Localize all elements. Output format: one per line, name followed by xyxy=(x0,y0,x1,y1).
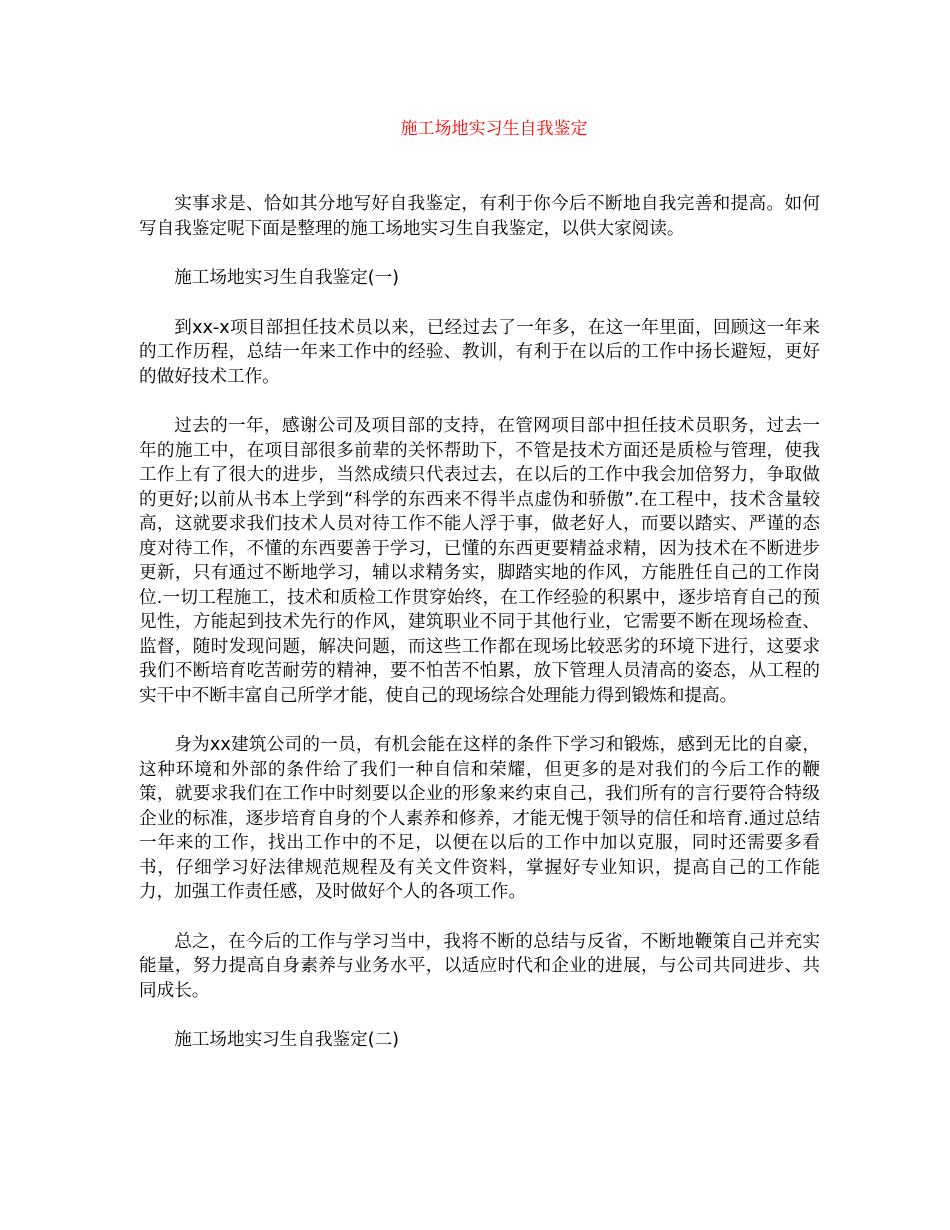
body-paragraph: 身为xx建筑公司的一员，有机会能在这样的条件下学习和锻炼，感到无比的自豪，这种环境和外部的条件给了我们一种自信和荣耀，但更多的是对我们的今后工作的鞭策，就要求我们在工作中时刻要以企业的形象来约束自己，我们所有的言行要符合特级企业的标准，逐步培育自身的个人素养和修养，才能无愧于领导的信任和培育.通过总结一年来的工作，找出工作中的不足，以便在以后的工作中加以克服，同时还需要多看书，仔细学习好法律规范规程及有关文件资料，掌握好专业知识，提高自己的工作能力，加强工作责任感，及时做好个人的各项工作。 xyxy=(139,735,820,902)
intro-paragraph: 实事求是、恰如其分地写好自我鉴定，有利于你今后不断地自我完善和提高。如何写自我鉴定呢下面是整理的施工场地实习生自我鉴定，以供大家阅读。 xyxy=(139,194,820,239)
section-heading-two: 施工场地实习生自我鉴定(二) xyxy=(174,1030,400,1050)
body-paragraph: 到xx-x项目部担任技术员以来，已经过去了一年多，在这一年里面，回顾这一年来的工作历程，总结一年来工作中的经验、教训，有利于在以后的工作中扬长避短，更好的做好技术工作。 xyxy=(139,317,820,387)
document-body xyxy=(139,192,820,1078)
body-paragraph: 过去的一年，感谢公司及项目部的支持，在管网项目部中担任技术员职务，过去一年的施工中，在项目部很多前辈的关怀帮助下，不管是技术方面还是质检与管理，使我工作上有了很大的进步，当然成绩只代表过去，在以后的工作中我会加倍努力，争取做的更好;以前从书本上学到“科学的东西来不得半点虚伪和骄傲”.在工程中，技术含量较高，这就要求我们技术人员对待工作不能人浮于事，做老好人，而要以踏实、严谨的态度对待工作，不懂的东西要善于学习，已懂的东西更要精益求精，因为技术在不断进步更新，只有通过不断地学习，辅以求精务实，脚踏实地的作风，方能胜任自己的工作岗位.一切工程施工，技术和质检工作贯穿始终，在工作经验的积累中，逐步培育自己的预见性，方能起到技术先行的作风，建筑职业不同于其他行业，它需要不断在现场检查、监督，随时发现问题，解决问题，而这些工作都在现场比较恶劣的环境下进行，这要求我们不断培育吃苦耐劳的精神，要不怕苦不怕累，放下管理人员清高的姿态，从工程的实干中不断丰富自己所学才能，使自己的现场综合处理能力得到锻炼和提高。 xyxy=(139,416,820,706)
body-paragraph: 总之，在今后的工作与学习当中，我将不断的总结与反省，不断地鞭策自己并充实能量，努力提高自身素养与业务水平，以适应时代和企业的进展，与公司共同进步、共同成长。 xyxy=(139,931,820,1001)
section-heading-one: 施工场地实习生自我鉴定(一) xyxy=(174,268,400,288)
document-title: 施工场地实习生自我鉴定 xyxy=(400,119,588,139)
